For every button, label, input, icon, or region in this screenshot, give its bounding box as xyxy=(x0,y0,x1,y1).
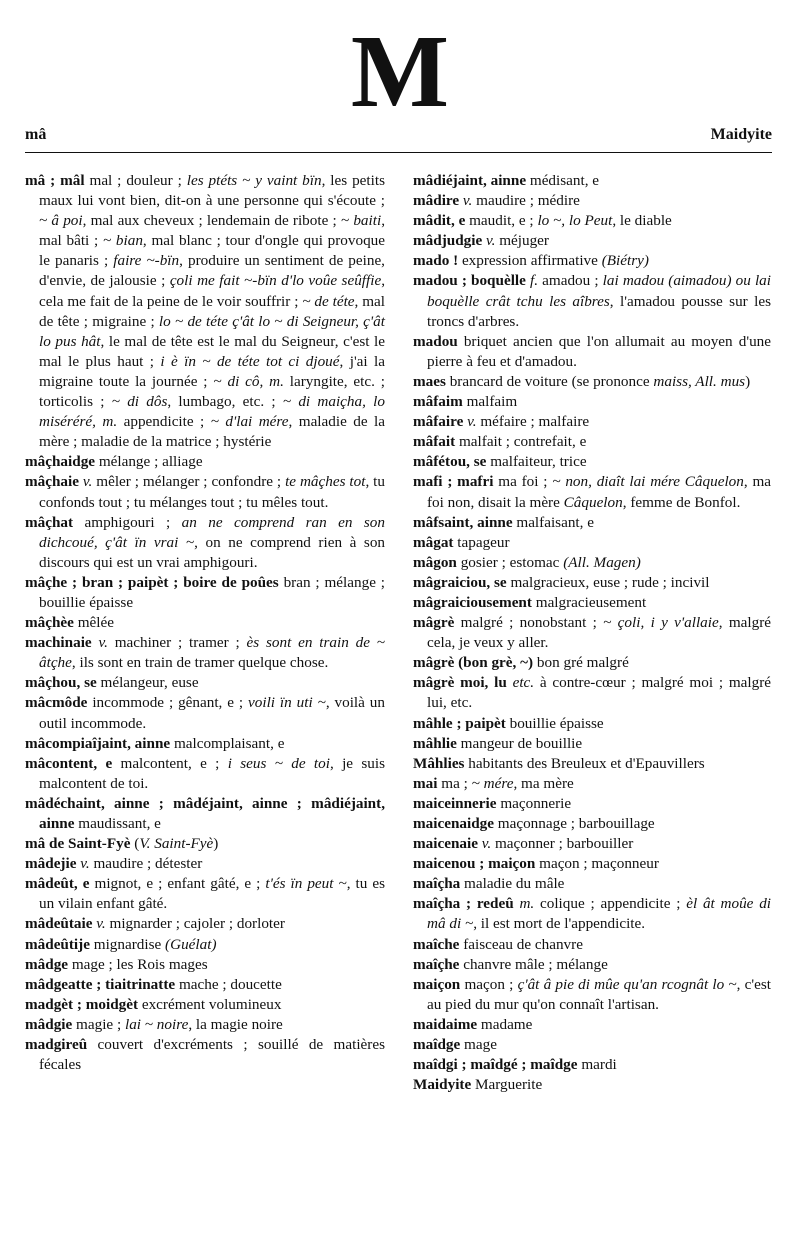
entry-definition: , les petits maux lui vont bien, dit-on à une personne qui s'écoute ; xyxy=(39,172,385,210)
dictionary-entry xyxy=(413,231,771,251)
entry-headword: mai xyxy=(413,774,438,792)
dictionary-entry xyxy=(25,513,385,573)
entry-definition: brancard de voiture (se prononce xyxy=(445,372,654,390)
entry-headword: mâcmôde xyxy=(25,694,88,712)
dictionary-entry xyxy=(413,935,771,955)
entry-definition: , c'est au pied du mur qu'on connaît l'artisan. xyxy=(427,975,771,1013)
entry-definition: mal ; douleur ; xyxy=(84,172,187,189)
entry-definition: malfaiteur, trice xyxy=(486,453,587,471)
entry-definition: couvert d'excréments ; souillé de matières fécales xyxy=(39,1036,385,1074)
dictionary-entry xyxy=(25,995,385,1015)
entry-definition: , maladie de la mère ; maladie de la matrice ; hystérie xyxy=(39,413,386,451)
entry-definition: mardi xyxy=(577,1056,617,1074)
entry-definition: à contre-cœur ; malgré moi ; malgré lui, etc. xyxy=(427,674,771,712)
entry-headword: maîçhe xyxy=(413,955,460,973)
entry-definition: ma foi ; xyxy=(493,473,553,491)
entry-headword: mâgraiciou, se xyxy=(413,573,507,591)
entry-example-italic: ~ çoli, i y v'allaie xyxy=(603,614,719,632)
entry-definition: maçonner ; barbouiller xyxy=(491,835,634,853)
entry-headword: mâgat xyxy=(413,533,454,551)
dictionary-entry xyxy=(25,754,385,794)
entry-definition: incommode ; gênant, e ; xyxy=(87,694,249,712)
dictionary-entry xyxy=(413,894,771,934)
entry-example-italic: etc. xyxy=(512,674,535,692)
entry-example-italic: ès sont en train de ~ âtçhe xyxy=(39,634,385,672)
entry-headword: mâfaire xyxy=(413,413,464,431)
entry-example-italic: v. xyxy=(481,835,492,853)
entry-headword: mâdéchaint, ainne ; mâdéjaint, ainne ; mâdiéjaint, ainne xyxy=(25,794,385,832)
entry-headword: mado ! xyxy=(413,252,459,270)
entry-definition: , ma mère xyxy=(513,774,574,792)
entry-example-italic: ~ mére xyxy=(471,774,514,792)
entry-definition: gosier ; estomac xyxy=(456,553,564,571)
entry-definition: , le diable xyxy=(612,212,672,230)
entry-definition: mêler ; mélanger ; confondre ; xyxy=(92,473,286,491)
dictionary-entry xyxy=(413,1055,771,1075)
entry-definition: , ma foi non, disait la mère xyxy=(427,473,772,511)
entry-definition: appendicite ; xyxy=(117,413,211,431)
entry-example-italic: les ptéts ~ y vaint bïn xyxy=(186,172,322,189)
dictionary-entry xyxy=(25,794,385,834)
entry-headword: mâdire xyxy=(413,192,460,210)
dictionary-entry xyxy=(413,271,771,331)
dictionary-entry xyxy=(25,834,385,854)
entry-headword: mâdgie xyxy=(25,1015,73,1033)
entry-definition: , on ne comprend rien à son discours qui est un vrai amphigouri. xyxy=(39,533,386,571)
entry-definition: mêlée xyxy=(73,614,114,632)
dictionary-entry xyxy=(413,955,771,975)
entry-definition: , je suis malcontent de toi. xyxy=(39,754,385,792)
dictionary-entry xyxy=(25,935,385,955)
entry-definition: , mal blanc ; tour d'ongle qui provoque le panaris ; xyxy=(39,232,386,270)
dictionary-entry xyxy=(413,653,771,673)
dictionary-entry xyxy=(25,613,385,633)
entry-example-italic: faire ~-bïn xyxy=(113,252,180,270)
entry-example-italic: te mâçhes tot xyxy=(285,473,366,491)
entry-example-italic: ~ baiti xyxy=(340,212,382,230)
entry-example-italic: v. xyxy=(96,915,106,933)
entry-example-italic: ~ de téte xyxy=(302,292,355,310)
dictionary-entry xyxy=(413,171,771,191)
entry-definition: , tu confonds tout ; tu mélanges tout ; tu mêles tout. xyxy=(39,473,385,511)
dictionary-entry xyxy=(413,553,771,573)
entry-example-italic: lai ~ noire xyxy=(124,1015,189,1033)
dictionary-entry xyxy=(413,1015,771,1035)
entry-headword: mâdeûtaie xyxy=(25,915,93,933)
entry-headword: maiçon xyxy=(413,975,461,993)
dictionary-entry xyxy=(25,633,385,673)
dictionary-entry xyxy=(25,573,385,613)
dictionary-entry xyxy=(25,854,385,874)
entry-definition: mache ; doucette xyxy=(175,975,282,993)
entry-definition: habitants des Breuleux et d'Epauvillers xyxy=(464,754,705,772)
entry-headword: maicenaidge xyxy=(413,815,494,832)
entry-example-italic: m. xyxy=(519,895,535,913)
entry-headword: maîçha ; redeû xyxy=(413,895,514,913)
dictionary-entry xyxy=(25,472,385,512)
dictionary-entry xyxy=(25,1035,385,1075)
entry-definition: mélangeur, euse xyxy=(96,674,199,692)
entry-headword: mâhle ; paipèt xyxy=(413,714,506,732)
dictionary-entry xyxy=(25,673,385,693)
dictionary-entry xyxy=(25,693,385,733)
entry-definition: maudissant, e xyxy=(74,815,161,832)
entry-example-italic: voili ïn uti ~ xyxy=(248,694,326,712)
entry-definition: faisceau de chanvre xyxy=(459,935,583,953)
entry-example-italic: lo ~, lo Peut xyxy=(537,212,613,230)
dictionary-entry xyxy=(413,513,771,533)
entry-definition: , le mal de tête est le mal du Seigneur, c'est le mal le plus haut ; xyxy=(39,332,385,370)
entry-example-italic: (All. Magen) xyxy=(563,553,641,571)
entry-headword: mâçhaidge xyxy=(25,453,96,471)
dictionary-entry xyxy=(413,412,771,432)
entry-definition: mélange ; alliage xyxy=(95,453,203,471)
dictionary-entry xyxy=(25,874,385,914)
entry-example-italic: ~ non, diaît lai mére Câquelon xyxy=(552,473,744,491)
dictionary-entry xyxy=(413,392,771,412)
entry-definition: bouillie épaisse xyxy=(505,714,604,732)
dictionary-entry xyxy=(413,734,771,754)
entry-headword: maîdgi ; maîdgé ; maîdge xyxy=(413,1056,578,1074)
entry-definition: maudit, e ; xyxy=(465,212,538,230)
entry-definition: mangeur de bouillie xyxy=(456,734,583,752)
dictionary-entry xyxy=(413,332,771,372)
dictionary-entry xyxy=(413,452,771,472)
entry-definition: ( xyxy=(130,835,140,853)
entry-headword: mâ ; mâl xyxy=(25,172,85,189)
header-left-guide-word: mâ xyxy=(25,126,47,143)
header-rule xyxy=(25,152,772,153)
entry-headword: maîçha xyxy=(413,875,461,893)
entry-example-italic: i è ïn ~ de téte tot ci djoué xyxy=(160,352,340,370)
entry-example-italic: v. xyxy=(486,232,496,250)
entry-example-italic: v. xyxy=(467,413,477,431)
entry-definition: , mal aux cheveux ; lendemain de ribote ; xyxy=(82,212,341,230)
entry-definition: excrément volumineux xyxy=(138,995,282,1013)
entry-definition: , la magie noire xyxy=(188,1015,283,1033)
entry-definition: mignot, e ; enfant gâté, e ; xyxy=(89,875,266,893)
entry-headword: madou xyxy=(413,332,458,350)
entry-definition: malfaisant, e xyxy=(512,513,594,531)
entry-definition: , j'ai la migraine toute la journée ; xyxy=(39,352,385,390)
entry-definition: madame xyxy=(477,1015,533,1033)
entry-definition: mignarder ; cajoler ; dorloter xyxy=(105,915,285,933)
entry-example-italic: i seus ~ de toi xyxy=(227,754,330,772)
dictionary-entry xyxy=(413,774,771,794)
entry-example-italic: v. xyxy=(98,634,108,652)
entry-example-italic: an ne comprend ran en son dichcoué, ç'ât ïn vrai ~ xyxy=(39,513,385,551)
entry-example-italic: v. xyxy=(82,473,93,491)
dictionary-entry xyxy=(413,714,771,734)
entry-headword: Mâhlies xyxy=(413,754,465,772)
entry-headword: maes xyxy=(413,372,446,390)
entry-definition: ) xyxy=(213,835,219,853)
entry-headword: mâdejie xyxy=(25,855,77,873)
entry-example-italic: m. xyxy=(102,413,118,431)
entry-definition: maçon ; maçonneur xyxy=(535,855,659,873)
entry-headword: mâdgeatte ; tiaitrinatte xyxy=(25,975,176,993)
entry-headword: mâgrè (bon grè, ~) xyxy=(413,654,534,672)
entry-definition: maçonnerie xyxy=(496,794,572,812)
entry-example-italic: ç'ât â pie di mûe qu'an rcognât lo ~ xyxy=(517,975,737,993)
entry-definition: malfaim xyxy=(462,393,518,411)
dictionary-entry xyxy=(25,914,385,934)
entry-headword: mâgraiciousement xyxy=(413,593,532,611)
running-header xyxy=(25,126,772,150)
dictionary-entry xyxy=(413,834,771,854)
entry-definition: mignardise xyxy=(89,935,166,953)
entry-example-italic: ~ di cô, xyxy=(213,372,264,390)
entry-definition: , mal bâti ; xyxy=(39,212,385,250)
entry-example-italic: ~ di dôs xyxy=(111,393,168,411)
entry-headword: madou ; boquèlle xyxy=(413,272,526,290)
entry-headword: maîche xyxy=(413,935,460,953)
entry-headword: maidaime xyxy=(413,1015,478,1033)
entry-definition: , tu es un vilain enfant gâté. xyxy=(39,875,385,913)
entry-example-italic: ~ di maiçha, lo miséréré, xyxy=(39,393,385,431)
entry-definition: mage xyxy=(460,1036,497,1054)
dictionary-entry xyxy=(25,452,385,472)
entry-definition: malcomplaisant, e xyxy=(170,734,285,752)
entry-headword: Maidyite xyxy=(413,1076,472,1094)
entry-headword: mâ de Saint-Fyè xyxy=(25,835,131,853)
entry-definition: malgracieux, euse ; rude ; incivil xyxy=(506,573,710,591)
entry-example-italic: t'és ïn peut ~ xyxy=(265,875,347,893)
entry-headword: mâhlie xyxy=(413,734,457,752)
entry-definition: maudire ; détester xyxy=(89,855,203,873)
entry-headword: mâdge xyxy=(25,955,69,973)
entry-headword: maicenou ; maiçon xyxy=(413,855,536,873)
entry-definition: ) xyxy=(745,372,751,390)
entry-definition: maçon ; xyxy=(460,975,518,993)
dictionary-entry xyxy=(413,673,771,713)
entry-definition: bran ; mélange ; bouillie épaisse xyxy=(39,573,386,611)
entry-example-italic: maiss, All. mus xyxy=(653,372,746,390)
dictionary-entry xyxy=(413,533,771,553)
entry-definition: Marguerite xyxy=(471,1076,543,1094)
entry-definition: laryngite, etc. ; torticolis ; xyxy=(39,372,386,411)
entry-headword: machinaie xyxy=(25,634,92,652)
entry-headword: mâdjudgie xyxy=(413,232,483,250)
entry-headword: maîdge xyxy=(413,1036,461,1054)
entry-headword: mâçhèe xyxy=(25,614,74,632)
entry-example-italic: v. xyxy=(462,192,473,210)
dictionary-entry xyxy=(413,975,771,1015)
dictionary-entry xyxy=(413,854,771,874)
entry-definition: , voilà un outil incommode. xyxy=(39,694,385,732)
entry-example-italic: (Guélat) xyxy=(165,935,217,953)
dictionary-entry xyxy=(413,593,771,613)
dictionary-entry xyxy=(413,573,771,593)
entry-headword: mâgon xyxy=(413,553,457,571)
dictionary-entry xyxy=(413,613,771,653)
entry-example-italic: Câquelon xyxy=(563,493,623,511)
entry-headword: mâfétou, se xyxy=(413,453,487,471)
entry-example-italic: ~ bian xyxy=(102,232,143,250)
entry-example-italic: lo ~ de téte ç'ât lo ~ di Seigneur, ç'ât lo pus hât xyxy=(39,312,385,350)
entry-definition: bon gré malgré xyxy=(533,654,629,672)
entry-definition: ma ; xyxy=(437,774,472,792)
section-letter: M xyxy=(350,14,450,129)
dictionary-entry xyxy=(25,1015,385,1035)
entry-definition: mage ; les Rois mages xyxy=(68,955,208,973)
entry-example-italic: ~ â poi xyxy=(39,212,83,230)
entry-definition: , il est mort de l'appendicite. xyxy=(473,915,646,933)
entry-headword: mâgrè xyxy=(413,614,455,632)
entry-headword: mâçhe ; bran ; paipèt ; boire de poûes xyxy=(25,573,279,591)
entry-example-italic: çoli me fait ~-bïn d'lo voûe seûffie xyxy=(169,272,382,290)
entry-headword: madgèt ; moidgèt xyxy=(25,995,139,1013)
dictionary-entry xyxy=(413,874,771,894)
entry-definition: , ils sont en train de tramer quelque chose. xyxy=(71,654,329,672)
dictionary-entry xyxy=(413,1075,771,1095)
header-right-guide-word: Maidyite xyxy=(710,126,772,143)
entry-definition: machiner ; tramer ; xyxy=(107,634,247,652)
entry-example-italic: v. xyxy=(80,855,90,873)
entry-example-italic: lai madou (aimadou) ou lai boquèlle crât tchu les aîbres xyxy=(427,272,771,310)
entry-definition: , lumbago, etc. ; xyxy=(167,393,283,411)
dictionary-entry xyxy=(413,211,771,231)
entry-definition: magie ; xyxy=(72,1015,125,1033)
entry-definition: , femme de Bonfol. xyxy=(622,493,741,511)
entry-definition: briquet ancien que l'on allumait au moyen d'une pierre à feu et d'amadou. xyxy=(427,332,771,370)
entry-definition: méjuger xyxy=(495,232,549,250)
entry-definition: maladie du mâle xyxy=(460,875,565,893)
entry-headword: mâfaim xyxy=(413,393,463,411)
entry-example-italic: f. xyxy=(530,272,539,290)
entry-headword: mâfait xyxy=(413,433,456,451)
entry-definition: , produire un sentiment de peine, d'envie, de jalousie ; xyxy=(39,252,385,290)
entry-definition: médisant, e xyxy=(526,172,600,189)
entry-headword: mâdeût, e xyxy=(25,875,90,893)
entry-headword: mafi ; mafri xyxy=(413,473,494,491)
entry-definition: méfaire ; malfaire xyxy=(476,413,590,431)
left-column xyxy=(25,171,385,1075)
entry-headword: mâgrè moi, lu xyxy=(413,674,507,692)
entry-definition: malgré ; nonobstant ; xyxy=(454,614,604,632)
dictionary-entry xyxy=(413,372,771,392)
entry-example-italic: V. Saint-Fyè xyxy=(139,835,214,853)
entry-headword: mâçhou, se xyxy=(25,674,97,692)
dictionary-entry xyxy=(413,754,771,774)
dictionary-entry xyxy=(25,171,385,452)
dictionary-entry xyxy=(413,432,771,452)
entry-definition: malcontent, e ; xyxy=(112,754,228,772)
entry-example-italic: ~ d'lai mére xyxy=(210,413,289,431)
entry-headword: madgireû xyxy=(25,1036,88,1054)
dictionary-entry xyxy=(25,955,385,975)
dictionary-entry xyxy=(413,251,771,271)
entry-headword: mâdeûtije xyxy=(25,935,90,953)
entry-definition: amadou ; xyxy=(538,272,603,290)
entry-example-italic: (Biétry) xyxy=(601,252,649,270)
dictionary-entry xyxy=(413,814,771,834)
dictionary-entry xyxy=(413,191,771,211)
entry-headword: maicenaie xyxy=(413,835,478,853)
entry-headword: mâcontent, e xyxy=(25,754,113,772)
entry-headword: mâçhaie xyxy=(25,473,79,491)
entry-definition: , malgré cela, je veux y aller. xyxy=(427,614,772,652)
entry-headword: mâfsaint, ainne xyxy=(413,513,513,531)
dictionary-entry xyxy=(413,794,771,814)
entry-definition: malfait ; contrefait, e xyxy=(455,433,587,451)
entry-definition: maudire ; médire xyxy=(472,192,580,210)
entry-definition: , mal de tête ; migraine ; xyxy=(39,292,385,330)
entry-headword: mâçhat xyxy=(25,513,74,531)
entry-definition: colique ; appendicite ; xyxy=(534,895,687,913)
entry-definition: maçonnage ; barbouillage xyxy=(494,815,655,832)
entry-definition: expression affirmative xyxy=(458,252,602,270)
entry-definition: malgracieusement xyxy=(531,593,647,611)
entry-definition: chanvre mâle ; mélange xyxy=(459,955,608,973)
dictionary-entry xyxy=(413,472,771,512)
entry-example-italic: m. xyxy=(269,372,284,390)
entry-headword: maiceinnerie xyxy=(413,794,497,812)
dictionary-entry xyxy=(413,1035,771,1055)
right-column xyxy=(413,171,771,1095)
entry-headword: mâcompiaîjaint, ainne xyxy=(25,734,171,752)
entry-headword: mâdiéjaint, ainne xyxy=(413,172,527,189)
dictionary-entry xyxy=(25,975,385,995)
entry-headword: mâdit, e xyxy=(413,212,466,230)
dictionary-entry xyxy=(25,734,385,754)
entry-example-italic: èl ât moûe di mâ di ~ xyxy=(427,895,772,933)
entry-definition: , cela me fait de la peine de le voir souffrir ; xyxy=(39,272,385,310)
entry-definition: tapageur xyxy=(453,533,510,551)
entry-definition: amphigouri ; xyxy=(73,513,182,531)
entry-definition: , l'amadou pousse sur les troncs d'arbres. xyxy=(427,292,772,330)
